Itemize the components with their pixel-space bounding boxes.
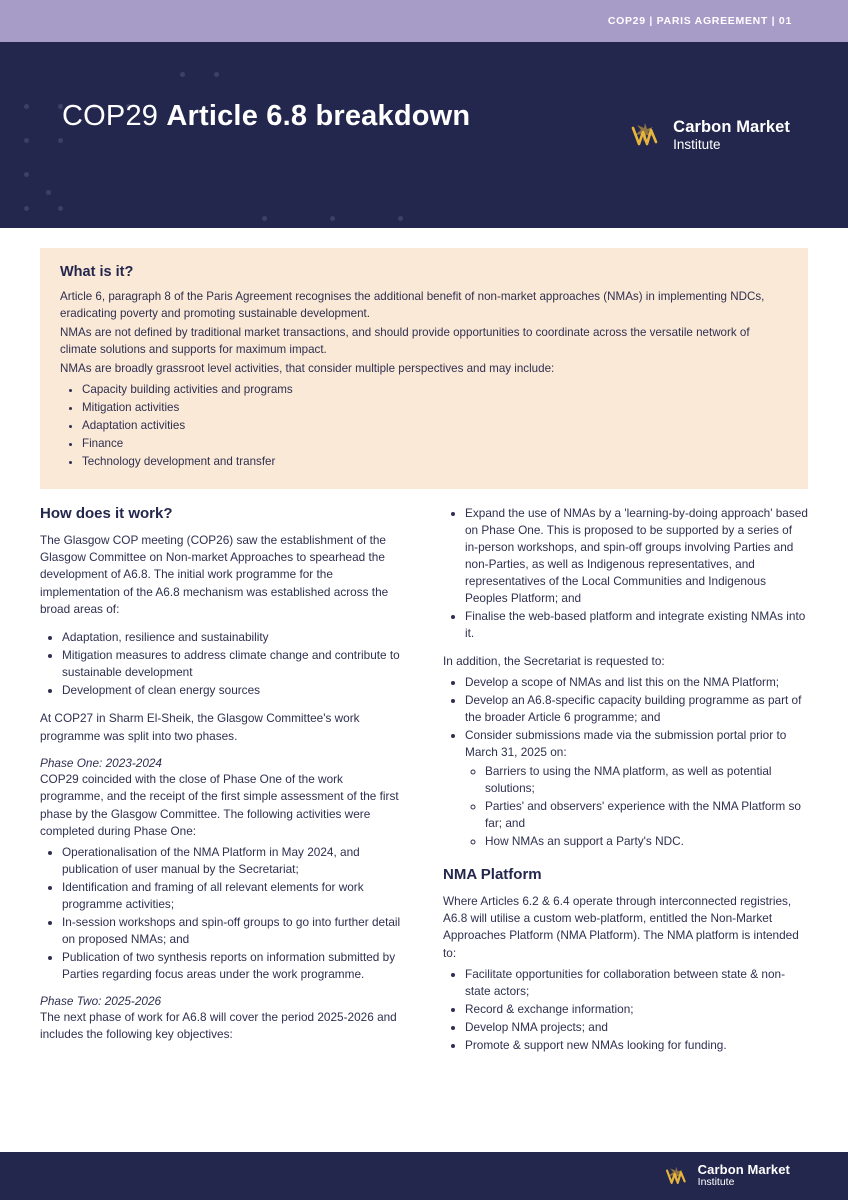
what-is-it-panel [40, 248, 808, 489]
phase-two-label: Phase Two: 2025-2026 [40, 994, 162, 1009]
what-is-it-paragraph: NMAs are broadly grassroot level activities, that consider multiple perspectives and may include: [60, 362, 555, 376]
brand-name-line1: Carbon Market [673, 118, 790, 137]
phase-two-objectives-list [443, 505, 808, 642]
list-item: ◦ Barriers to using the NMA platform, as well as potential solutions; [485, 763, 808, 797]
list-item: • Mitigation activities [82, 399, 788, 417]
decorative-dot [24, 138, 29, 143]
left-column [40, 505, 405, 1065]
cop27-paragraph: At COP27 in Sharm El-Sheik, the Glasgow Committee's work programme was split into two phases. [40, 711, 360, 743]
phase-one-list [40, 844, 405, 983]
phase-two-paragraph: The next phase of work for A6.8 will cover the period 2025-2026 and includes the following key objectives: [40, 1010, 397, 1042]
what-is-it-bullet-list [60, 381, 788, 471]
decorative-dot [24, 172, 29, 177]
list-item: • Promote & support new NMAs looking for funding. [465, 1037, 808, 1054]
broad-areas-list [40, 629, 405, 699]
decorative-dot [24, 206, 29, 211]
carbon-market-institute-logo-icon [664, 1163, 690, 1189]
top-bar [0, 0, 848, 42]
how-does-it-work-intro: The Glasgow COP meeting (COP26) saw the establishment of the Glasgow Committee on Non-market Approaches to spearhead the development of A6.8. The initial work programme for the implementation of the A6.8 mechanism was established across the broad areas of: [40, 532, 389, 617]
secretariat-intro: In addition, the Secretariat is requested to: [443, 653, 665, 668]
list-item: • Publication of two synthesis reports on information submitted by Parties regarding focus areas under the work programme. [62, 949, 405, 983]
footer-brand-text [698, 1163, 790, 1189]
decorative-dot [58, 138, 63, 143]
decorative-dot [180, 72, 185, 77]
list-item: • Develop NMA projects; and [465, 1019, 808, 1036]
body-columns [40, 505, 808, 1065]
list-item: • Consider submissions made via the submission portal prior to March 31, 2025 on: [465, 727, 808, 761]
brand-name-line1: Carbon Market [697, 1161, 790, 1177]
decorative-dot [398, 216, 403, 221]
list-item: • Expand the use of NMAs by a 'learning-by-doing approach' based on Phase One. This is proposed to be supported by a series of in-person workshops, and spin-off groups involving Parties and non-Parties, as well as Indigenous representatives, and representatives of the Local Communities and Indigenous Peoples Platform; and [465, 505, 808, 607]
footer-brand-logo [664, 1163, 790, 1189]
hero-banner [0, 42, 848, 228]
page-title [62, 98, 470, 135]
decorative-dot [262, 216, 267, 221]
decorative-dot [58, 206, 63, 211]
carbon-market-institute-logo-icon [629, 118, 663, 152]
list-item: • Mitigation measures to address climate change and contribute to sustainable development [62, 647, 405, 681]
footer-bar [0, 1152, 848, 1200]
phase-one-label: Phase One: 2023-2024 [40, 755, 162, 770]
list-item: • Record & exchange information; [465, 1001, 808, 1018]
right-column [443, 505, 808, 1065]
brand-name-line2: Institute [697, 1176, 735, 1189]
list-item: • Operationalisation of the NMA Platform in May 2024, and publication of user manual by the Secretariat; [62, 844, 405, 878]
decorative-dot [214, 72, 219, 77]
decorative-dot [330, 216, 335, 221]
list-item: • Technology development and transfer [82, 453, 788, 471]
nma-platform-list [443, 966, 808, 1054]
list-item: • Capacity building activities and programs [82, 381, 788, 399]
list-item: ◦ How NMAs an support a Party's NDC. [485, 833, 808, 850]
decorative-dot [24, 104, 29, 109]
list-item: • In-session workshops and spin-off groups to go into further detail on proposed NMAs; and [62, 914, 405, 948]
top-bar-label: COP29 | PARIS AGREEMENT | 01 [607, 15, 792, 27]
list-item: • Adaptation activities [82, 417, 788, 435]
list-item: • Develop an A6.8-specific capacity building programme as part of the broader Article 6 programme; and [465, 692, 808, 726]
secretariat-sub-list [465, 763, 808, 850]
list-item: ◦ Parties' and observers' experience with the NMA Platform so far; and [485, 798, 808, 832]
brand-logo [629, 118, 790, 152]
brand-logo-text [673, 118, 790, 152]
list-item: • Develop a scope of NMAs and list this on the NMA Platform; [465, 674, 808, 691]
decorative-dot [46, 190, 51, 195]
phase-one-paragraph: COP29 coincided with the close of Phase One of the work programme, and the receipt of the first simple assessment of the first phase by the Glasgow Committee. The following activities were completed during Phase One: [40, 771, 399, 838]
list-item: • Adaptation, resilience and sustainability [62, 629, 405, 646]
how-does-it-work-heading: How does it work? [40, 504, 173, 522]
what-is-it-paragraph: Article 6, paragraph 8 of the Paris Agreement recognises the additional benefit of non-market approaches (NMAs) in implementing NDCs, eradicating poverty and promoting sustainable development. [60, 290, 765, 320]
list-item: • Identification and framing of all relevant elements for work programme activities; [62, 879, 405, 913]
brand-name-line2: Institute [673, 136, 721, 152]
what-is-it-paragraph: NMAs are not defined by traditional market transactions, and should provide opportunities to coordinate across the versatile network of climate solutions and supports for maximum impact. [60, 326, 750, 356]
page-title-prefix: COP29 [62, 100, 167, 132]
list-item: • Development of clean energy sources [62, 682, 405, 699]
list-item: • Finalise the web-based platform and integrate existing NMAs into it. [465, 608, 808, 642]
list-item: • Finance [82, 435, 788, 453]
nma-platform-heading: NMA Platform [443, 865, 542, 883]
secretariat-list [443, 674, 808, 850]
list-item: • Facilitate opportunities for collaboration between state & non-state actors; [465, 966, 808, 1000]
page-title-main: Article 6.8 breakdown [166, 100, 471, 132]
nma-platform-paragraph: Where Articles 6.2 & 6.4 operate through interconnected registries, A6.8 will utilise a custom web-platform, entitled the Non-Market Approaches Platform (NMA Platform). The NMA platform is intended to: [443, 893, 799, 960]
what-is-it-heading: What is it? [60, 264, 134, 280]
